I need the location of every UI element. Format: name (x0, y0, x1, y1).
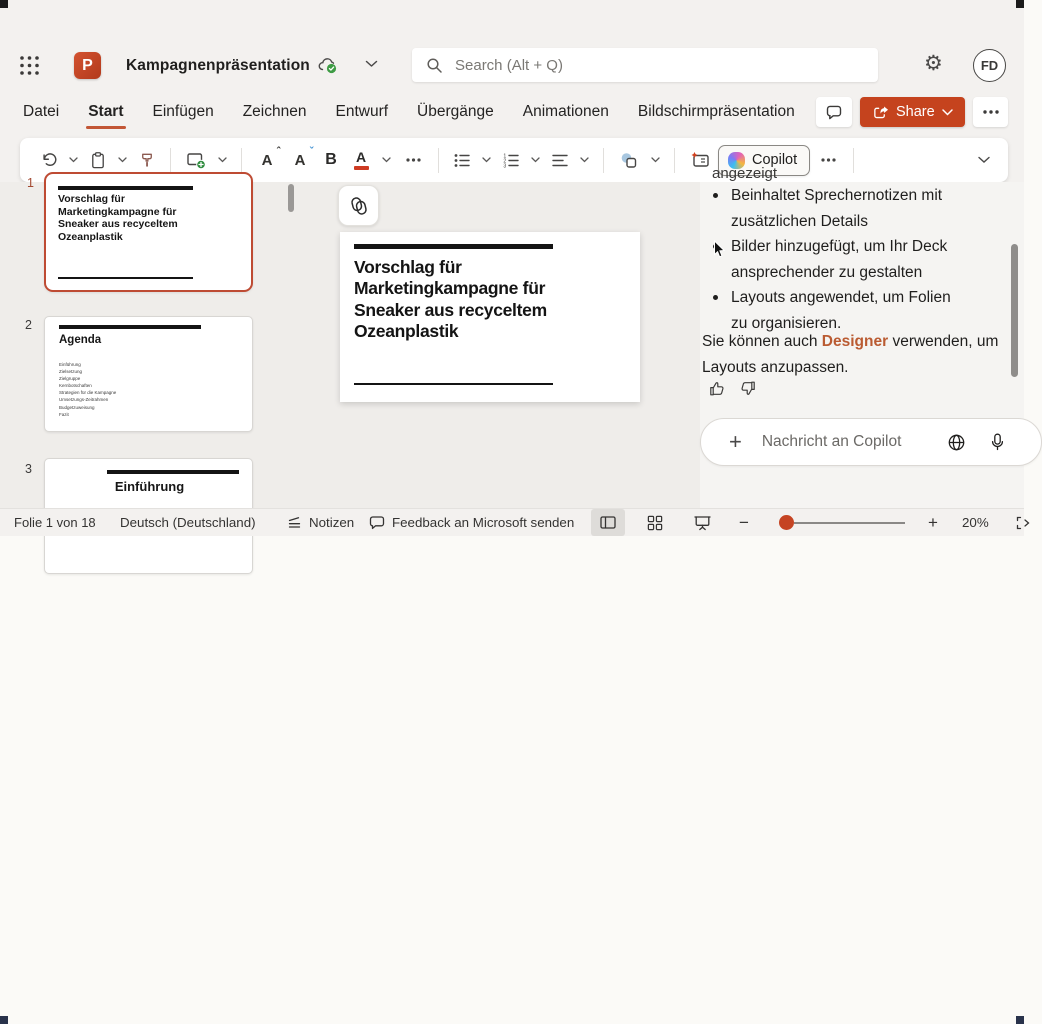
collapse-ribbon-chevron-icon[interactable] (972, 144, 996, 176)
slideshow-view-button[interactable] (687, 509, 717, 536)
designer-button[interactable] (685, 144, 715, 176)
tab-start[interactable]: Start (87, 101, 124, 123)
designer-icon (690, 151, 711, 170)
svg-text:1: 1 (503, 152, 507, 159)
svg-text:2: 2 (503, 157, 507, 164)
slideshow-icon (693, 514, 712, 531)
more-font-options-button[interactable] (398, 144, 428, 176)
copilot-scrollbar[interactable] (1011, 244, 1018, 377)
zoom-slider-track[interactable] (794, 522, 905, 524)
slide-2-agenda-items: Einführung Zielsetzung Zielgruppe Kernbotschaften Strategien für die Kampagne Umsetzungs-Zeitrahmen Budgetzuweisung Fazit (59, 362, 117, 417)
slide-1-number: 1 (27, 176, 34, 190)
designer-link[interactable]: Designer (821, 333, 889, 350)
grid-view-icon (646, 514, 664, 532)
window-corner (0, 0, 8, 8)
copilot-bullet: Bilder hinzugefügt, um Ihr Deck ansprechender zu gestalten (710, 234, 968, 285)
ellipsis-icon (821, 158, 836, 162)
notes-button[interactable]: Notizen (286, 509, 354, 536)
thumbnail-rule (107, 470, 239, 474)
thumbnail-rule (58, 277, 193, 279)
zoom-slider-handle[interactable] (779, 515, 794, 530)
copilot-message-bullets (710, 183, 968, 336)
bullet-list-dropdown-chevron-icon[interactable] (478, 144, 495, 176)
tab-animationen[interactable]: Animationen (522, 103, 609, 120)
ellipsis-icon (983, 110, 999, 114)
window-corner (0, 1016, 8, 1024)
share-button[interactable] (860, 97, 965, 127)
copilot-pane (700, 165, 1024, 508)
slide-1-thumbnail[interactable] (44, 172, 253, 292)
window-corner (1016, 1016, 1024, 1024)
copilot-input-box[interactable] (700, 418, 1042, 466)
slide-title-textbox[interactable]: Vorschlag für Marketingkampagne für Sneaker aus recyceltem Ozeanplastik (354, 257, 547, 342)
tab-uebergaenge[interactable]: Übergänge (417, 103, 494, 120)
font-color-button[interactable]: A (347, 144, 375, 176)
zoom-in-button[interactable]: + (928, 509, 938, 536)
slide-3-number: 3 (25, 462, 32, 476)
slide-2-title: Agenda (59, 334, 102, 346)
cloud-saved-icon[interactable] (317, 56, 339, 75)
language-button[interactable]: Deutsch (Deutschland) (120, 509, 256, 536)
thumbnail-rule (59, 325, 201, 329)
microphone-icon[interactable] (989, 432, 1006, 453)
align-dropdown-chevron-icon[interactable] (576, 144, 593, 176)
normal-view-icon (599, 515, 617, 530)
status-bar (0, 508, 1024, 536)
powerpoint-logo[interactable]: P (74, 52, 101, 79)
ribbon-divider (674, 148, 675, 173)
tab-zeichnen[interactable]: Zeichnen (242, 103, 307, 120)
thumbnail-rule (58, 186, 193, 190)
canvas-copilot-button[interactable] (338, 185, 379, 226)
shapes-icon (619, 151, 639, 170)
feedback-button[interactable]: Feedback an Microsoft senden (368, 509, 574, 536)
slide-3-title: Einführung (114, 479, 185, 494)
slide-2-number: 2 (25, 318, 32, 332)
ribbon-divider (603, 148, 604, 173)
top-bar (0, 0, 1024, 92)
tab-entwurf[interactable]: Entwurf (335, 103, 389, 120)
undo-icon (40, 151, 59, 169)
thumbs-down-icon[interactable] (738, 379, 757, 398)
menu-tabs (22, 92, 796, 132)
settings-gear-icon[interactable]: ⚙ (924, 52, 943, 75)
share-icon (872, 104, 889, 120)
comment-icon (825, 104, 843, 120)
copilot-bullet: Layouts angewendet, um Folien zu organisieren. (710, 285, 968, 336)
ellipsis-icon (406, 158, 421, 162)
menu-bar (0, 92, 1024, 138)
feedback-comment-icon (368, 515, 386, 530)
add-content-icon[interactable]: + (729, 429, 742, 454)
search-box[interactable] (412, 48, 878, 82)
slide-2-thumbnail[interactable] (44, 316, 253, 432)
bullet-list-button[interactable] (449, 144, 475, 176)
mouse-cursor (713, 240, 727, 260)
feedback-buttons (708, 379, 757, 398)
slide-sorter-view-button[interactable] (640, 509, 670, 536)
numbered-list-dropdown-chevron-icon[interactable] (527, 144, 544, 176)
search-input[interactable] (453, 56, 837, 75)
ribbon-divider (170, 148, 171, 173)
clipboard-icon (89, 151, 107, 170)
app-launcher-icon[interactable] (18, 54, 41, 77)
font-color-swatch (354, 166, 369, 171)
fit-to-window-icon[interactable] (1015, 509, 1031, 536)
tab-datei[interactable]: Datei (23, 103, 60, 120)
tab-einfuegen[interactable]: Einfügen (152, 103, 214, 120)
zoom-out-button[interactable]: − (739, 509, 749, 536)
svg-text:3: 3 (503, 162, 507, 169)
ribbon-divider (241, 148, 242, 173)
copilot-outline-icon (348, 195, 370, 217)
clipped-text-line: angezeigt (712, 165, 778, 182)
shapes-dropdown-chevron-icon[interactable] (647, 144, 664, 176)
format-painter-icon (138, 151, 156, 170)
slide-counter: Folie 1 von 18 (14, 515, 96, 530)
align-text-button[interactable] (547, 144, 573, 176)
bullet-list-icon (453, 152, 471, 169)
bold-button[interactable]: B (318, 144, 344, 176)
search-icon (426, 57, 443, 74)
shapes-button[interactable] (614, 144, 644, 176)
ribbon-divider (438, 148, 439, 173)
numbered-list-icon (502, 152, 520, 169)
font-color-dropdown-chevron-icon[interactable] (378, 144, 395, 176)
slide-1-title: Vorschlag für Marketingkampagne für Sneaker aus recyceltem Ozeanplastik (58, 193, 178, 243)
share-chevron-icon (942, 109, 953, 116)
copilot-message-input[interactable] (760, 432, 930, 452)
grow-font-button[interactable]: A ˆ (252, 144, 282, 176)
notes-icon (286, 515, 303, 531)
shrink-font-button[interactable]: A ˇ (285, 144, 315, 176)
slide-rule-bottom (354, 383, 553, 385)
more-options-button[interactable] (973, 97, 1008, 127)
copilot-bullet: Beinhaltet Sprechernotizen mit zusätzlichen Details (710, 183, 968, 234)
new-slide-icon (186, 151, 207, 170)
slide-rule-top (354, 244, 553, 249)
zoom-level[interactable]: 20% (962, 509, 989, 536)
comments-button[interactable] (816, 97, 852, 127)
numbered-list-button[interactable] (498, 144, 524, 176)
normal-view-button[interactable] (591, 509, 625, 536)
window-corner (1016, 0, 1024, 8)
title-dropdown-chevron-icon[interactable] (365, 60, 378, 68)
share-label: Share (896, 104, 935, 120)
align-icon (551, 152, 569, 169)
workspace (0, 165, 1024, 508)
slide-canvas[interactable] (340, 232, 640, 402)
account-avatar[interactable]: FD (973, 49, 1006, 82)
copilot-button[interactable]: Copilot (718, 145, 810, 176)
tab-bildschirmpraesentation[interactable]: Bildschirmpräsentation (637, 103, 795, 120)
document-title[interactable]: Kampagnenpräsentation (126, 57, 310, 74)
web-grounding-globe-icon[interactable] (946, 432, 967, 453)
thumbnail-scrollbar[interactable] (288, 184, 294, 212)
copilot-footer-text: Sie können auch Designer verwenden, um Layouts anzupassen. (702, 333, 999, 376)
thumbs-up-icon[interactable] (708, 379, 727, 398)
